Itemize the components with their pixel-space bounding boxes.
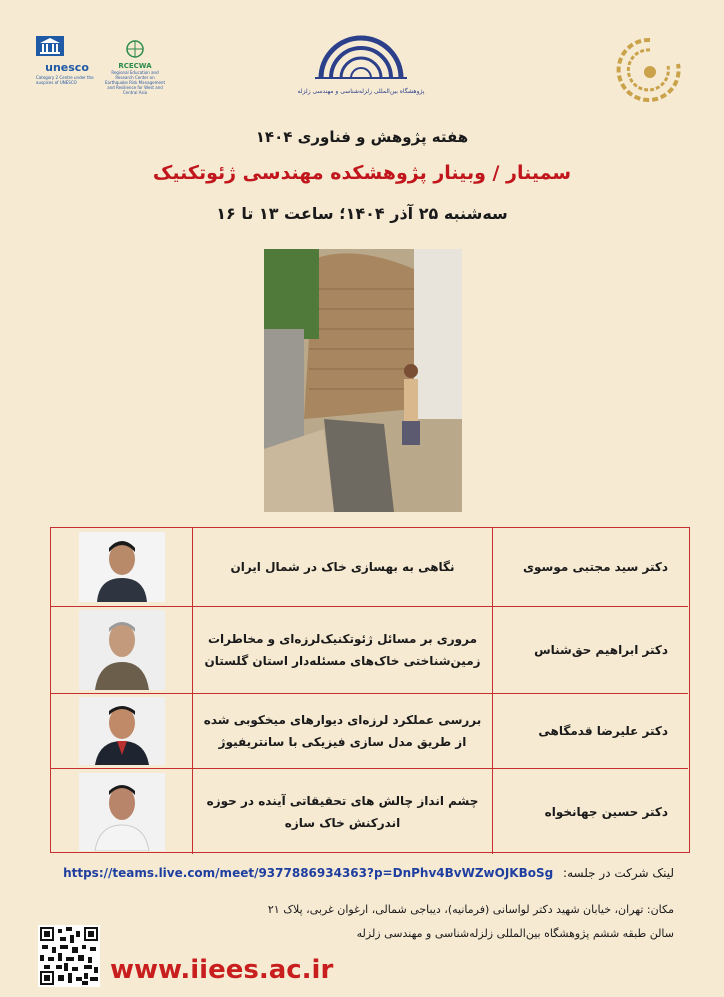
website-url[interactable]: www.iiees.ac.ir (110, 955, 334, 985)
qr-code[interactable] (38, 925, 100, 987)
qr-code-icon (38, 925, 100, 987)
speaker-row-1 (51, 528, 688, 606)
unesco-logo (36, 36, 98, 88)
event-date-time: سه‌شنبه ۲۵ آذر ۱۴۰۴؛ ساعت ۱۳ تا ۱۶ (216, 204, 508, 223)
iiees-logo (296, 34, 426, 98)
speaker-row-2 (51, 606, 688, 693)
speaker-portrait (79, 610, 165, 690)
rcecwa-subtitle: Regional Education and Research Center on Earthquake Risk Management and Resilience for West and Central Asia (104, 70, 166, 95)
meeting-link-label: لینک شرکت در جلسه: (563, 866, 674, 880)
speaker-portrait-icon (79, 532, 165, 602)
speaker-portrait (79, 773, 165, 851)
event-week-title: هفته پژوهش و فناوری ۱۴۰۴ (255, 128, 469, 146)
speaker-portrait-icon (79, 773, 165, 851)
unesco-temple-icon (36, 36, 64, 56)
speaker-photo-cell (51, 607, 192, 693)
speaker-topic: چشم انداز چالش های تحقیقاتی آینده در حوزه اندرکنش خاک سازه (192, 769, 492, 854)
seminar-title: سمینار / وبینار پژوهشکده مهندسی ژئوتکنیک (152, 162, 572, 184)
speaker-name: دکتر ابراهیم حق‌شناس (492, 607, 688, 693)
speaker-name: دکتر علیرضا قدمگاهی (492, 694, 688, 768)
anniversary-emblem (610, 30, 690, 114)
speaker-portrait-icon (79, 610, 165, 690)
iiees-logo-caption: پژوهشگاه بین‌المللی زلزله‌شناسی و مهندسی زلزله (297, 88, 425, 95)
anniversary-emblem-icon (610, 30, 690, 114)
rcecwa-wordmark: RCECWA (118, 62, 152, 70)
speaker-topic: بررسی عملکرد لرزه‌ای دیوارهای میخکوبی شده از طریق مدل سازی فیزیکی با سانتریفیوژ (192, 694, 492, 768)
speaker-topic: نگاهی به بهسازی خاک در شمال ایران (192, 528, 492, 606)
speaker-row-3 (51, 693, 688, 768)
speaker-name: دکتر سید مجتبی موسوی (492, 528, 688, 606)
rcecwa-globe-icon (104, 36, 166, 58)
speaker-name: دکتر حسین جهانخواه (492, 769, 688, 854)
venue-hall: سالن طبقه ششم پژوهشگاه بین‌المللی زلزله‌شناسی و مهندسی زلزله (356, 927, 674, 940)
iiees-arc-icon (311, 34, 411, 82)
speakers-table (50, 527, 690, 853)
meeting-link-row (63, 866, 674, 880)
rcecwa-logo (104, 36, 166, 95)
speaker-portrait-icon (79, 697, 165, 765)
speaker-photo-cell (51, 694, 192, 768)
speaker-topic: مروری بر مسائل ژئوتکنیک‌لرزه‌ای و مخاطرات زمین‌شناختی خاک‌های مسئله‌دار استان گلستان (192, 607, 492, 693)
unesco-subtitle: Category 2 Centre under the auspices of UNESCO (36, 75, 94, 85)
speaker-portrait (79, 532, 165, 602)
speaker-photo-cell (51, 769, 192, 854)
damaged-wall-photo (264, 249, 462, 512)
meeting-link[interactable]: https://teams.live.com/meet/9377886934363?p=DnPhv4BvWZwOJKBoSg (63, 866, 554, 880)
unesco-wordmark: unesco (45, 61, 89, 74)
speaker-row-4 (51, 768, 688, 854)
venue-address: مکان: تهران، خیابان شهید دکتر لواسانی (فرمانیه)، دیباجی شمالی، ارغوان غربی، پلاک ۲۱ (267, 903, 674, 916)
speaker-photo-cell (51, 528, 192, 606)
speaker-portrait (79, 697, 165, 765)
damaged-brick-wall-photo (264, 249, 462, 512)
